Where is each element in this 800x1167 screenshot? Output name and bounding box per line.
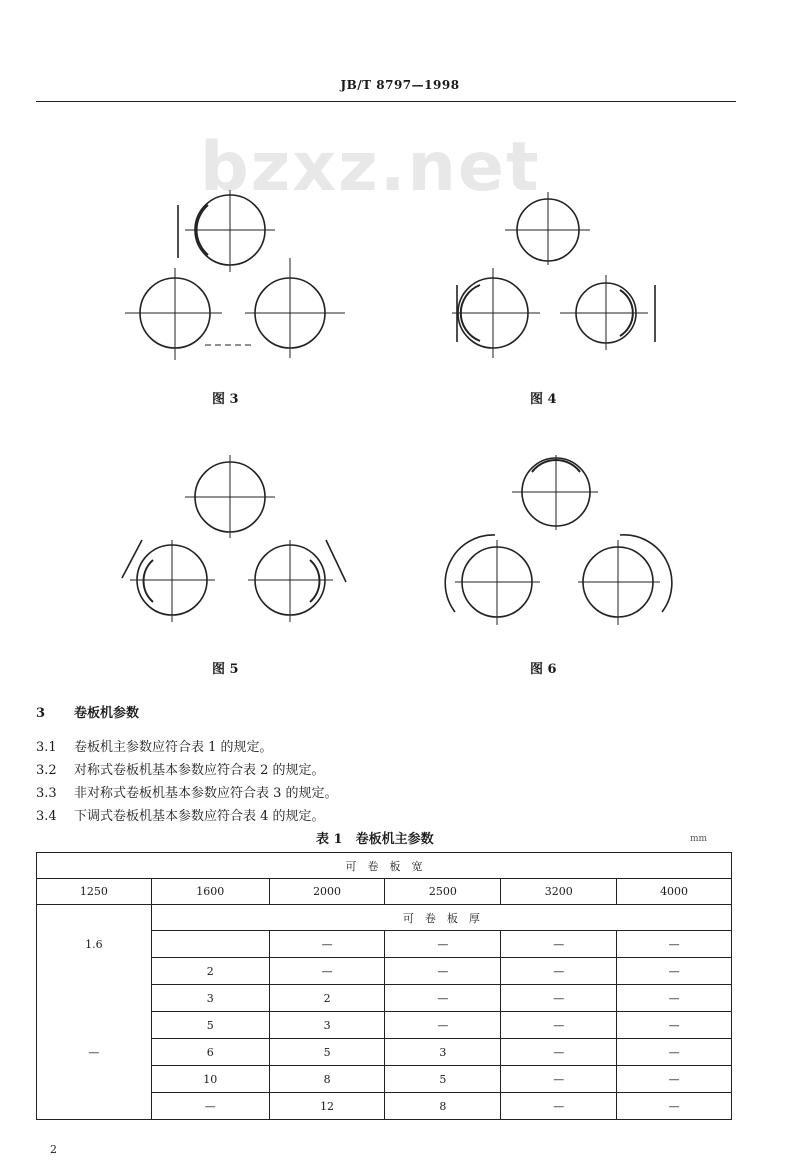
table-row: 3 2 — — — — [37, 985, 732, 1012]
width-cell: 3200 — [501, 879, 617, 905]
table-row: — 6 5 3 — — — [37, 1039, 732, 1066]
section-heading — [36, 702, 139, 721]
table-thickness-header-row — [37, 905, 732, 931]
figure-6-caption: 图 6 — [530, 662, 557, 677]
header-thickness: 可 卷 板 厚 — [151, 905, 731, 931]
page-number: 2 — [50, 1143, 57, 1156]
section-number: 3 — [36, 706, 46, 721]
watermark: bzxz.net — [200, 128, 541, 207]
table-row: — 12 8 — — — [37, 1093, 732, 1120]
header-width: 可 卷 板 宽 — [37, 853, 732, 879]
figure-3-drawing — [125, 190, 345, 360]
figure-4-drawing — [452, 192, 655, 358]
figure-4-caption: 图 4 — [530, 392, 557, 407]
table-row: 5 3 — — — — [37, 1012, 732, 1039]
width-cell: 1600 — [151, 879, 269, 905]
parameter-table — [36, 852, 732, 1120]
width-cell: 4000 — [617, 879, 732, 905]
table-width-row — [37, 879, 732, 905]
width-cell: 2500 — [385, 879, 501, 905]
table-row: 2 — — — — — [37, 958, 732, 985]
clause-3-4: 3.4 下调式卷板机基本参数应符合表 4 的规定。 — [36, 809, 325, 824]
figure-3-caption: 图 3 — [212, 392, 239, 407]
figure-6-drawing — [445, 455, 672, 625]
table-title: 表 1 卷板机主参数 — [316, 832, 434, 847]
table-row: 10 8 5 — — — [37, 1066, 732, 1093]
table-row: 1.6 — — — — — [37, 931, 732, 958]
table-header-row — [37, 853, 732, 879]
clause-3-2: 3.2 对称式卷板机基本参数应符合表 2 的规定。 — [36, 763, 325, 778]
page-header: JB/T 8797—1998 — [340, 78, 460, 92]
section-title: 卷板机参数 — [74, 706, 140, 721]
figure-5-drawing — [122, 455, 346, 622]
clause-3-3: 3.3 非对称式卷板机基本参数应符合表 3 的规定。 — [36, 786, 338, 801]
figure-5-caption: 图 5 — [212, 662, 239, 677]
clause-3-1: 3.1 卷板机主参数应符合表 1 的规定。 — [36, 740, 273, 755]
width-cell: 1250 — [37, 879, 152, 905]
table-unit: mm — [690, 834, 708, 844]
width-cell: 2000 — [269, 879, 385, 905]
